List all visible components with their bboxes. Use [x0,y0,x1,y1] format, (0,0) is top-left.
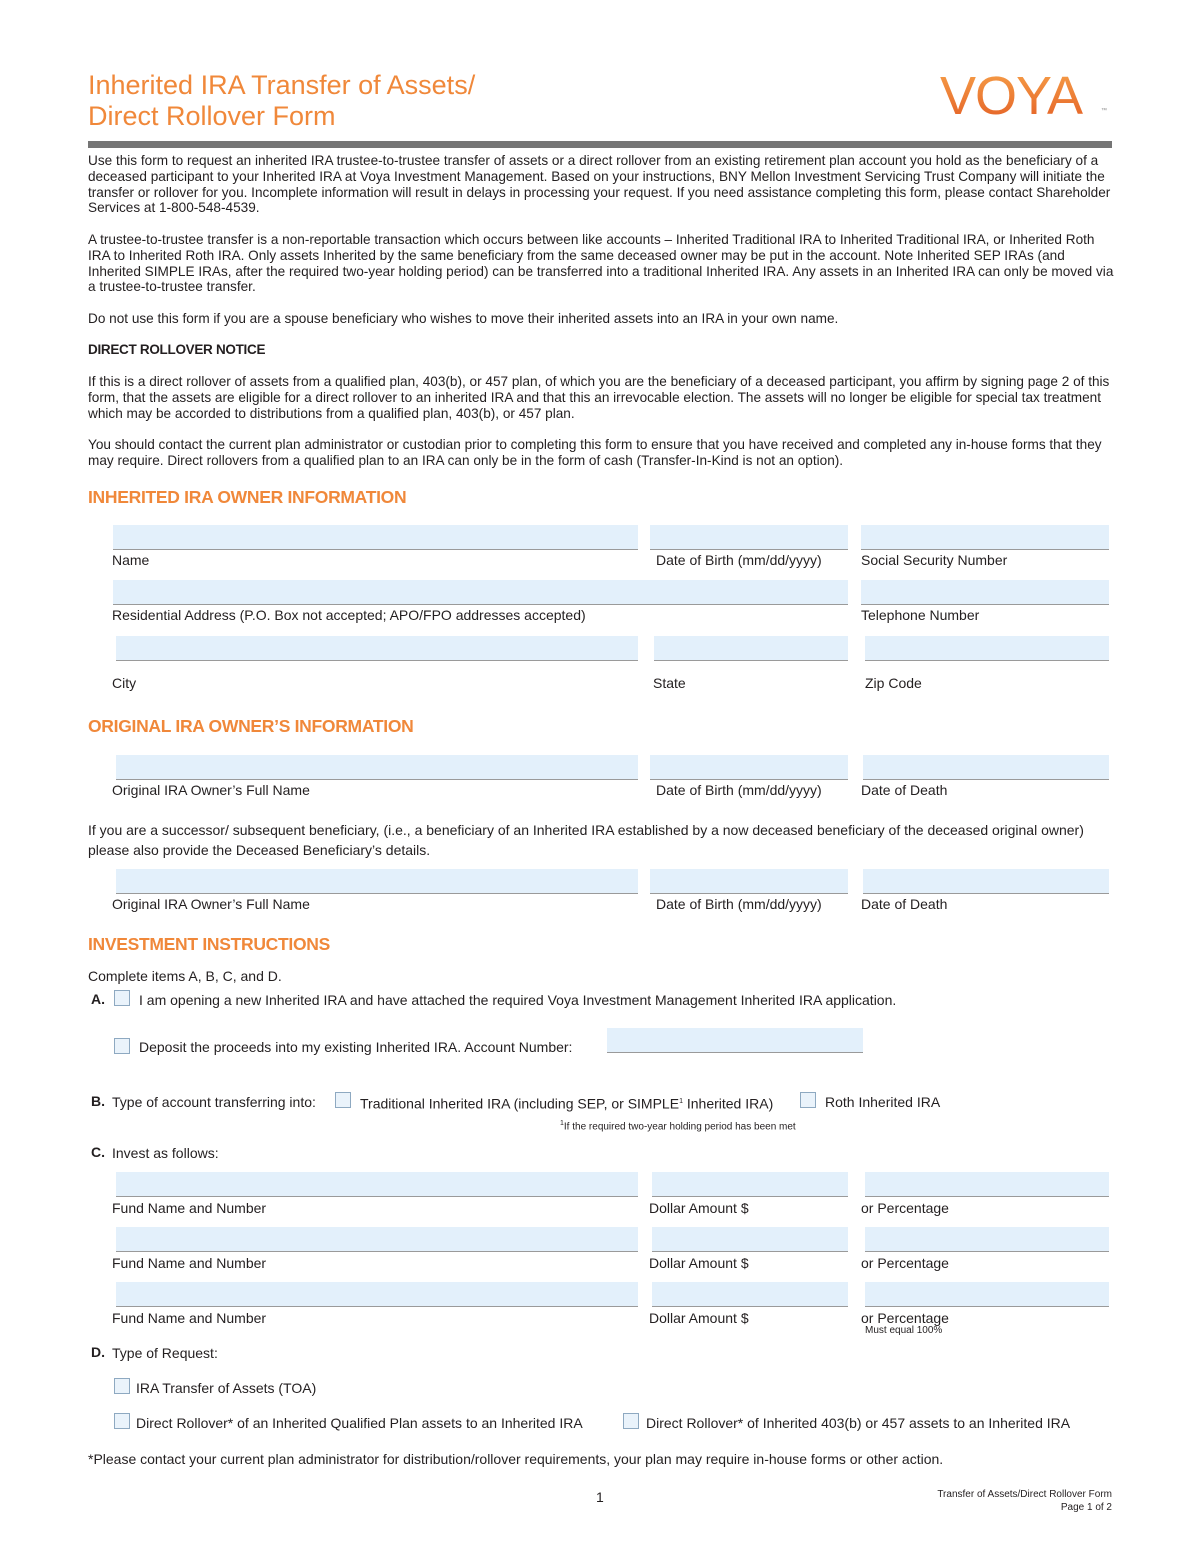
deceased-beneficiary-name-label: Original IRA Owner’s Full Name [112,896,310,912]
traditional-inherited-ira-label [360,1092,773,1114]
owner-name-label: Name [112,552,150,568]
plan-administrator-footnote: *Please contact your current plan administrator for distribution/rollover requirements, your plan may require in-house forms or other action. [88,1451,944,1467]
existing-inherited-ira-checkbox[interactable] [114,1038,130,1054]
owner-zip-field[interactable] [865,636,1109,661]
deceased-beneficiary-dod-field[interactable] [863,869,1109,894]
owner-address-field[interactable] [113,580,848,605]
owner-section-heading: INHERITED IRA OWNER INFORMATION [88,487,407,507]
roth-inherited-ira-label: Roth Inherited IRA [825,1094,941,1110]
fund-name-label-2: Fund Name and Number [112,1255,267,1271]
dollar-amount-label-1: Dollar Amount $ [649,1200,749,1216]
original-owner-name-label: Original IRA Owner’s Full Name [112,782,310,798]
footer-form-info [860,1488,1112,1514]
percentage-label-3: or Percentage [861,1310,949,1326]
owner-city-label: City [112,675,137,691]
rollover-notice-paragraph: If this is a direct rollover of assets from a qualified plan, 403(b), or 457 plan, of which you are the beneficiary of a deceased participant, you affirm by signing page 2 of this form, that the assets are eligible for a direct rollover to an inherited IRA and that this an irrevocable election. The assets will no longer be eligible for special tax treatment which may be accorded to distributions from a qualified plan, 403(b), or 457 plan. [88,374,1110,421]
original-owner-dod-field[interactable] [863,755,1109,780]
403b-457-rollover-checkbox[interactable] [623,1413,639,1429]
ira-toa-label: IRA Transfer of Assets (TOA) [136,1380,317,1396]
percentage-field-1[interactable] [865,1172,1109,1197]
intro-paragraph-2: A trustee-to-trustee transfer is a non-reportable transaction which occurs between like accounts – Inherited Traditional IRA to Inherited Traditional IRA, or Inherited Roth IRA to Inherited Roth IRA. Only assets Inherited by the same beneficiary from the same deceased owner may be put in the account. Note Inherited SEP IRAs (and Inherited SIMPLE IRAs, after the required two-year holding period) can be transferred into a traditional Inherited IRA. Any assets in an Inherited IRA can only be moved via a trustee-to-trustee transfer. [88,232,1114,295]
deceased-beneficiary-dod-label: Date of Death [861,896,948,912]
item-b-letter: B. [91,1093,105,1109]
percentage-label-1: or Percentage [861,1200,949,1216]
owner-phone-label: Telephone Number [861,607,980,623]
percentage-label-2: or Percentage [861,1255,949,1271]
ira-toa-checkbox[interactable] [114,1378,130,1394]
header-rule [88,141,1112,148]
traditional-label-suffix: Inherited IRA) [682,1095,774,1112]
investment-section-heading: INVESTMENT INSTRUCTIONS [88,934,330,954]
item-a-letter: A. [91,991,105,1007]
dollar-amount-field-2[interactable] [652,1227,848,1252]
original-owner-dob-label: Date of Birth (mm/dd/yyyy) [656,782,822,798]
fund-name-label-1: Fund Name and Number [112,1200,267,1216]
voya-logo [940,68,1112,132]
plan-administrator-paragraph: You should contact the current plan administrator or custodian prior to completing this form to ensure that you have received and completed any in-house forms that they may require. Direct rollovers from a qualified plan to an IRA can only be in the form of cash (Transfer-In-Kind is not an option). [88,437,1102,468]
item-c-letter: C. [91,1144,105,1160]
owner-address-label: Residential Address (P.O. Box not accepted; APO/FPO addresses accepted) [112,607,586,623]
original-owner-section-heading: ORIGINAL IRA OWNER’S INFORMATION [88,716,414,736]
page-title [88,70,475,132]
rollover-notice-heading: DIRECT ROLLOVER NOTICE [88,342,266,357]
account-number-field[interactable] [607,1028,863,1053]
successor-beneficiary-note: If you are a successor/ subsequent beneficiary, (i.e., a beneficiary of an Inherited IRA established by a now deceased beneficiary of the deceased original owner) please also provide the Deceased Beneficiary’s details. [88,822,1084,858]
holding-period-superscript: 1 [560,1120,564,1127]
footer-page-of: Page 1 of 2 [1060,1502,1112,1513]
title-line-2: Direct Rollover Form [88,101,336,131]
dollar-amount-field-1[interactable] [652,1172,848,1197]
original-owner-dod-label: Date of Death [861,782,948,798]
existing-inherited-ira-label: Deposit the proceeds into my existing Inherited IRA. Account Number: [139,1039,573,1055]
dollar-amount-field-3[interactable] [652,1282,848,1307]
roth-inherited-ira-checkbox[interactable] [800,1092,816,1108]
holding-period-footnote [560,1120,796,1132]
type-of-request-label: Type of Request: [112,1345,218,1361]
qualified-plan-rollover-checkbox[interactable] [114,1413,130,1429]
owner-ssn-label: Social Security Number [861,552,1008,568]
owner-name-field[interactable] [113,525,638,550]
owner-state-field[interactable] [654,636,848,661]
traditional-label-text: Traditional Inherited IRA (including SEP, or SIMPLE [360,1095,680,1112]
logo-trademark: ™ [1101,108,1107,114]
original-owner-dob-field[interactable] [650,755,848,780]
dollar-amount-label-2: Dollar Amount $ [649,1255,749,1271]
footer-form-name: Transfer of Assets/Direct Rollover Form [937,1489,1112,1500]
logo-text: VOYA [940,68,1083,126]
fund-name-field-3[interactable] [116,1282,638,1307]
dollar-amount-label-3: Dollar Amount $ [649,1310,749,1326]
item-d-letter: D. [91,1344,105,1360]
percentage-field-3[interactable] [865,1282,1109,1307]
owner-ssn-field[interactable] [861,525,1109,550]
owner-dob-label: Date of Birth (mm/dd/yyyy) [656,552,822,568]
fund-name-field-1[interactable] [116,1172,638,1197]
owner-city-field[interactable] [116,636,638,661]
holding-period-text: If the required two-year holding period has been met [563,1121,796,1133]
page-number: 1 [596,1489,604,1505]
qualified-plan-rollover-label: Direct Rollover* of an Inherited Qualified Plan assets to an Inherited IRA [136,1415,583,1431]
complete-items-instruction: Complete items A, B, C, and D. [88,968,282,984]
traditional-inherited-ira-checkbox[interactable] [335,1092,351,1108]
intro-paragraph-1: Use this form to request an inherited IRA trustee-to-trustee transfer of assets or a direct rollover from an existing retirement plan account you hold as the beneficiary of a deceased participant to your Inherited IRA at Voya Investment Management. Based on your instructions, BNY Mellon Investment Servicing Trust Company will initiate the transfer or rollover for you. Incomplete information will result in delays in processing your request. If you need assistance completing this form, please contact Shareholder Services at 1-800-548-4539. [88,153,1111,216]
title-line-1: Inherited IRA Transfer of Assets/ [88,70,476,100]
intro-paragraph-3: Do not use this form if you are a spouse beneficiary who wishes to move their inherited assets into an IRA in your own name. [88,311,839,326]
traditional-label-superscript: 1 [679,1098,683,1105]
deceased-beneficiary-dob-field[interactable] [650,869,848,894]
percentage-field-2[interactable] [865,1227,1109,1252]
new-inherited-ira-label: I am opening a new Inherited IRA and have attached the required Voya Investment Management Inherited IRA application. [139,992,897,1008]
owner-zip-label: Zip Code [865,675,922,691]
original-owner-name-field[interactable] [116,755,638,780]
deceased-beneficiary-dob-label: Date of Birth (mm/dd/yyyy) [656,896,822,912]
account-type-label: Type of account transferring into: [112,1094,316,1110]
owner-state-label: State [653,675,686,691]
owner-dob-field[interactable] [650,525,848,550]
fund-name-field-2[interactable] [116,1227,638,1252]
owner-phone-field[interactable] [861,580,1109,605]
fund-name-label-3: Fund Name and Number [112,1310,267,1326]
must-equal-note: Must equal 100% [865,1325,943,1336]
invest-as-follows-label: Invest as follows: [112,1145,219,1161]
403b-457-rollover-label: Direct Rollover* of Inherited 403(b) or 457 assets to an Inherited IRA [646,1415,1071,1431]
deceased-beneficiary-name-field[interactable] [116,869,638,894]
new-inherited-ira-checkbox[interactable] [114,990,130,1006]
